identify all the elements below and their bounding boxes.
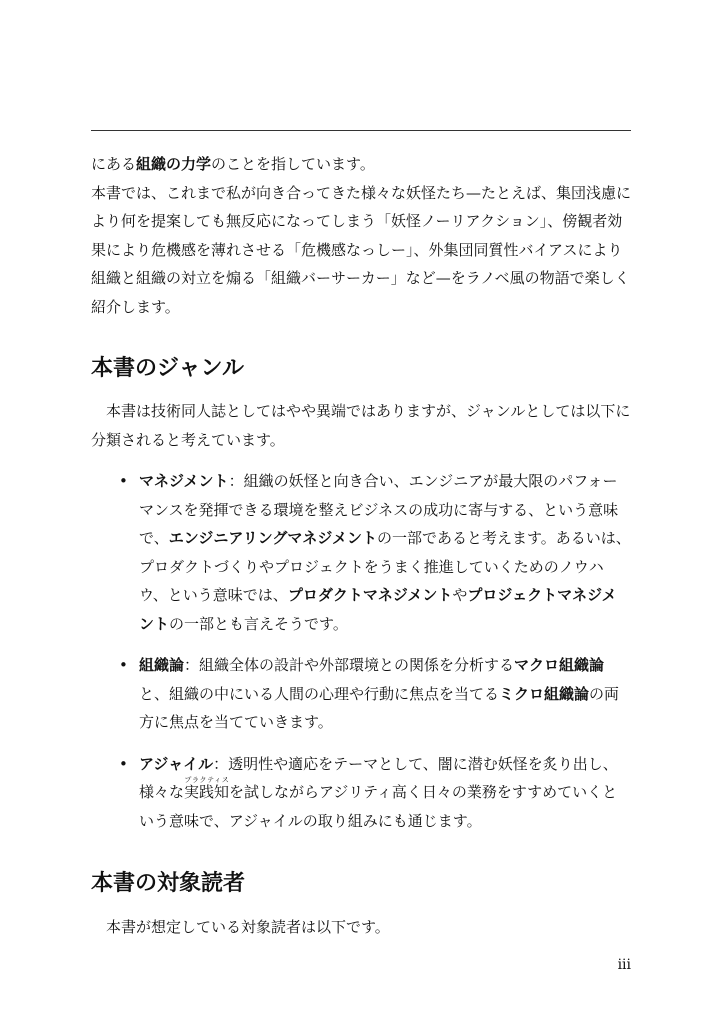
list-term: 組織論 bbox=[139, 656, 185, 674]
list-text: ：透明性や適応をテーマとして、闇に潜む妖怪を炙り出し、様々な bbox=[139, 754, 618, 801]
list-bold: プロダクトマネジメント bbox=[287, 586, 453, 604]
list-item bbox=[91, 750, 631, 836]
intro-paragraph: 本書では、これまで私が向き合ってきた様々な妖怪たち—たとえば、集団浅慮により何を提案しても無反応になってしまう「妖怪ノーリアクション」、傍観者効果により危機感を薄れさせる「危機感なっしー」、外集団同質性バイアスにより組織と組織の対立を煽る「組織バーサーカー」など—をラノベ風の物語で楽しく紹介します。 bbox=[91, 183, 632, 316]
list-text: を試しながらアジリティ高く日々の業務をすすめていくという意味で、アジャイルの取り組みにも通じます。 bbox=[139, 783, 618, 830]
list-bold: マクロ組織論 bbox=[514, 656, 605, 674]
list-text: の両方に焦点を当てていきます。 bbox=[139, 684, 620, 731]
genre-heading: 本書のジャンル bbox=[91, 356, 245, 381]
list-text: と、組織の中にいる人間の心理や行動に焦点を当てる bbox=[139, 684, 500, 703]
list-text: の一部とも言えそうです。 bbox=[169, 614, 348, 633]
ruby-reading: プラクティス bbox=[184, 776, 230, 784]
list-item bbox=[91, 467, 631, 638]
ruby-term bbox=[184, 776, 230, 801]
intro-section bbox=[91, 150, 631, 321]
intro-line bbox=[91, 150, 631, 179]
reader-heading: 本書の対象読者 bbox=[91, 871, 246, 896]
intro-text: にある bbox=[91, 155, 137, 173]
intro-text-end: のことを指しています。 bbox=[211, 155, 375, 173]
bullet-icon: • bbox=[119, 472, 128, 490]
genre-list bbox=[91, 467, 631, 848]
genre-paragraph: 本書は技術同人誌としてはやや異端ではありますが、ジャンルとしては以下に分類されると考えています。 bbox=[91, 402, 631, 449]
bullet-icon: • bbox=[119, 656, 128, 674]
list-text: の一部であると考えます。あるいは、プロダクトづくりやプロジェクトをうまく推進していくためのノウハウ、という意味では、 bbox=[139, 529, 631, 604]
ruby-base: 実践知 bbox=[184, 783, 230, 801]
list-bold: ミクロ組織論 bbox=[499, 684, 590, 703]
page-number: iii bbox=[617, 957, 631, 973]
list-bold: プロジェクトマネジメント bbox=[139, 586, 617, 633]
list-text: ：組織の妖怪と向き合い、エンジニアが最大限のパフォーマンスを発揮できる環境を整えビジネスの成功に寄与する、という意味で、 bbox=[139, 472, 619, 547]
list-term: アジャイル bbox=[139, 754, 214, 773]
header-rule bbox=[91, 130, 631, 131]
list-item bbox=[91, 651, 631, 737]
bullet-icon: • bbox=[119, 754, 128, 773]
intro-bold-term: 組織の力学 bbox=[136, 155, 212, 173]
list-term: マネジメント bbox=[139, 472, 229, 490]
reader-paragraph: 本書が想定している対象読者は以下です。 bbox=[106, 918, 390, 936]
list-bold: エンジニアリングマネジメント bbox=[168, 529, 377, 547]
list-text: や bbox=[452, 586, 468, 604]
list-text: ：組織全体の設計や外部環境との関係を分析する bbox=[184, 656, 515, 674]
